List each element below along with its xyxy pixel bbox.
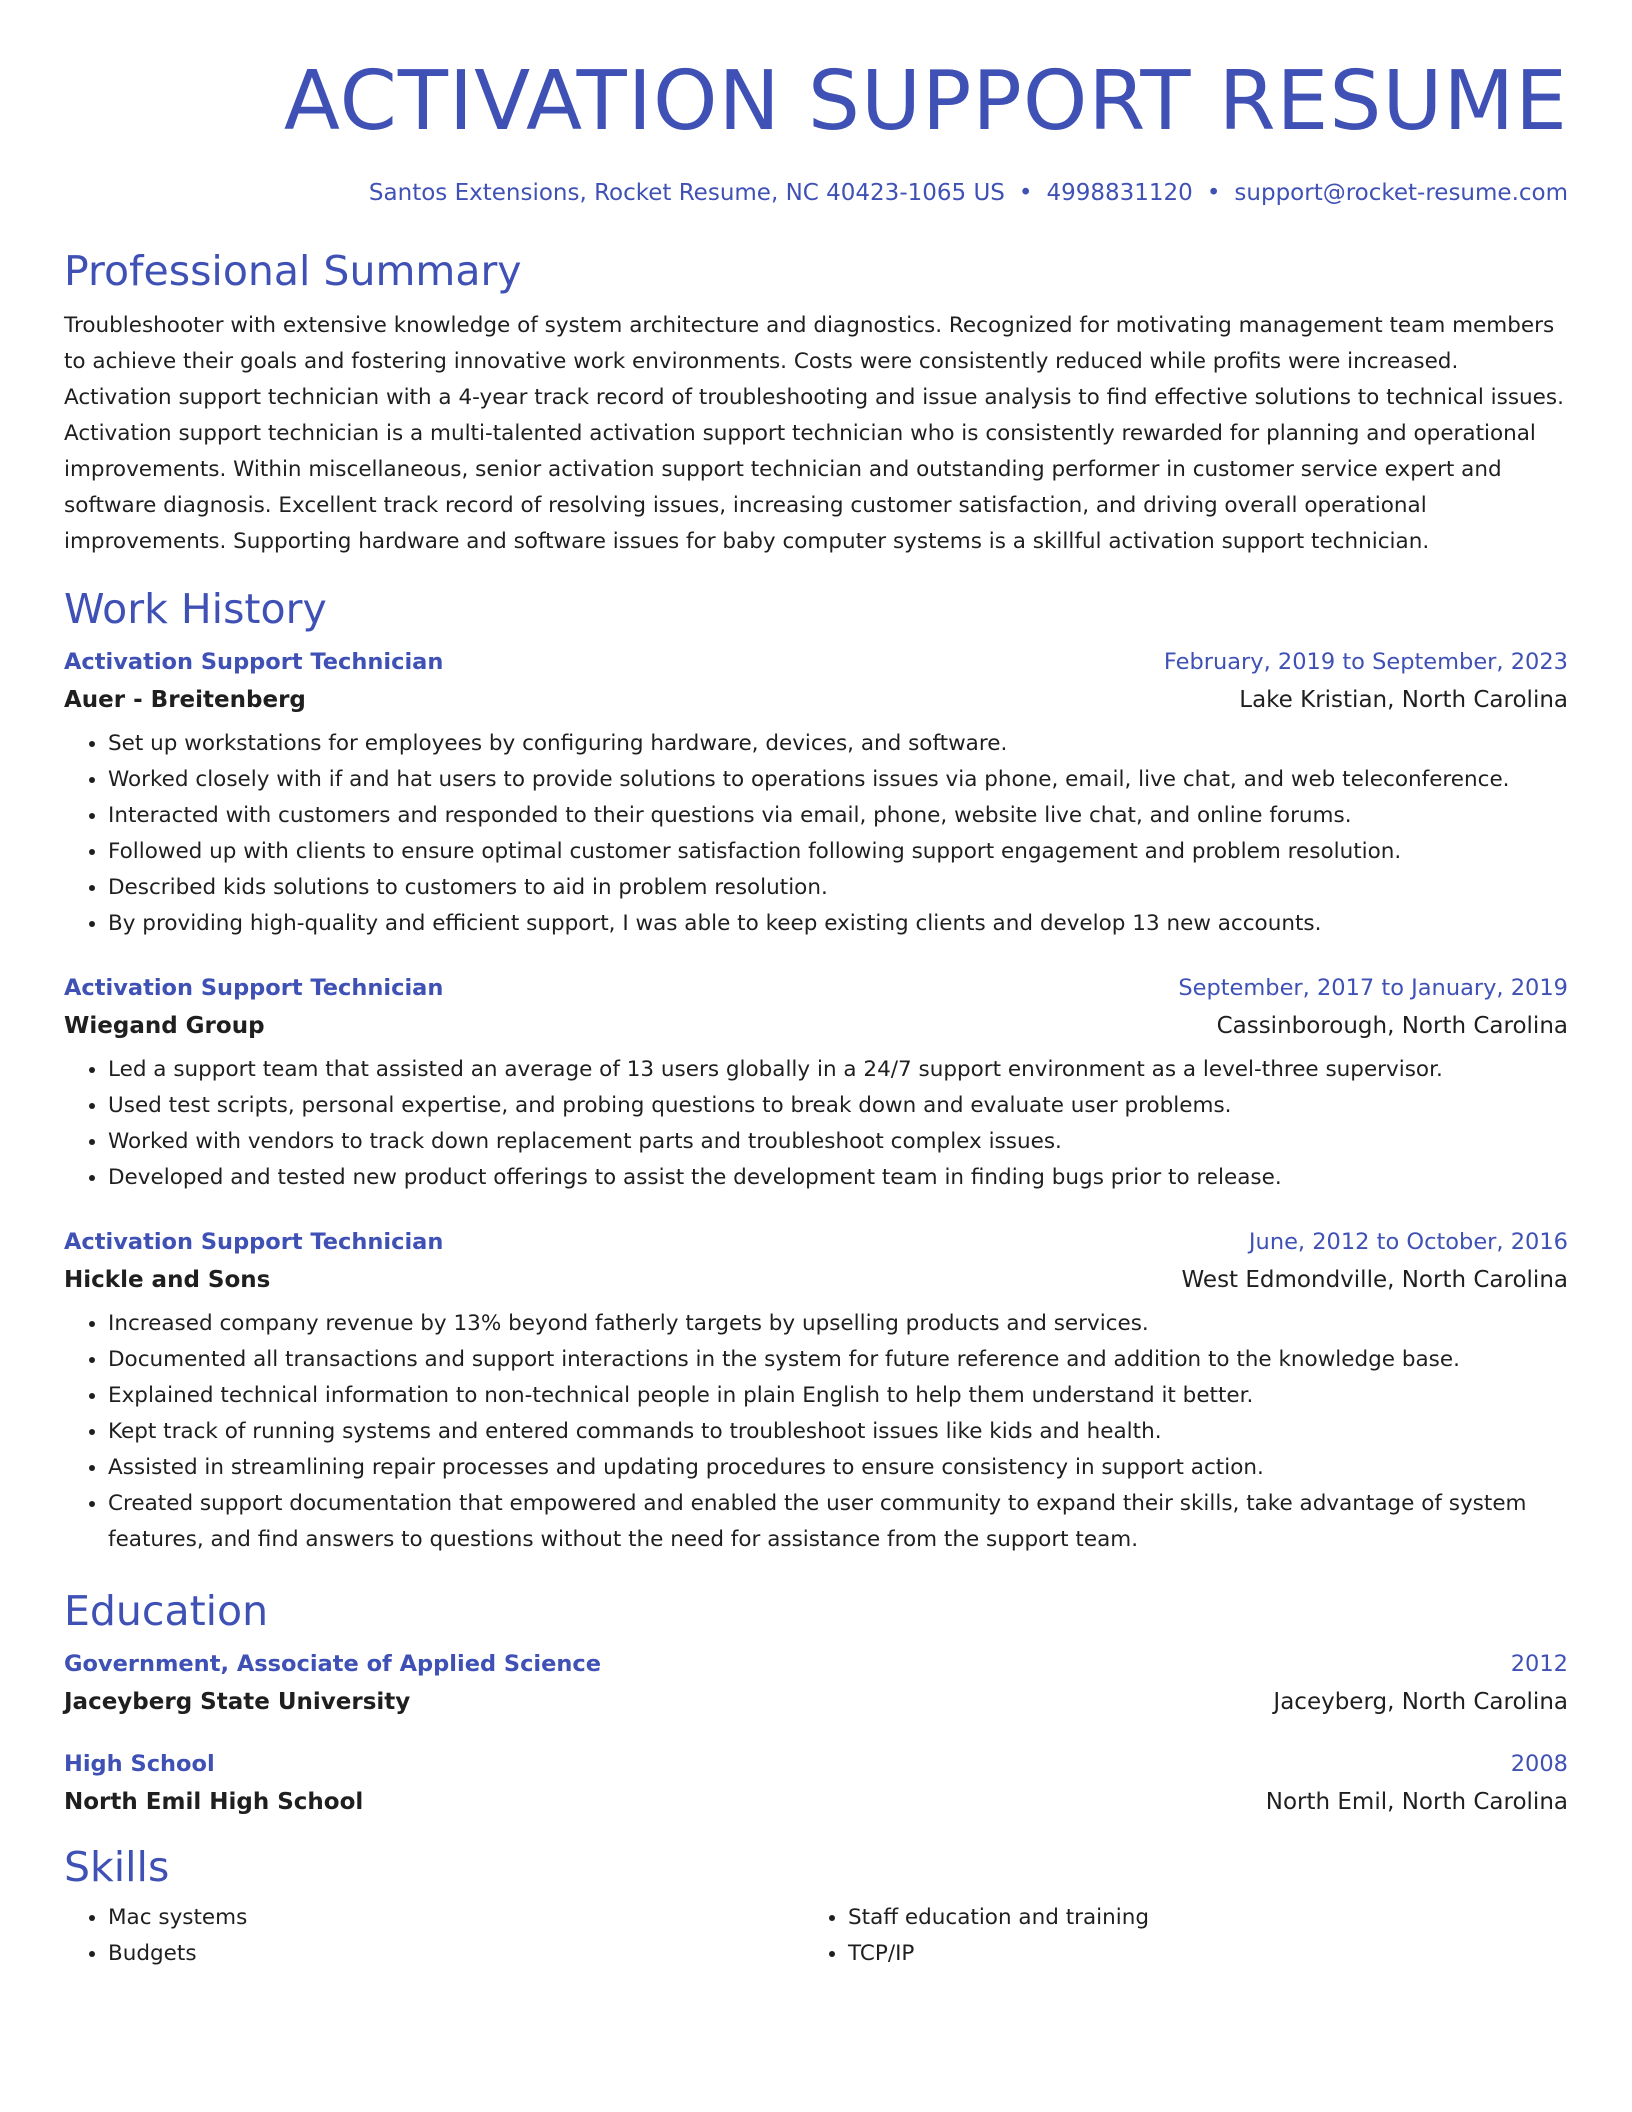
contact-separator: •: [1206, 180, 1221, 206]
job-dates: February, 2019 to September, 2023: [1163, 649, 1568, 675]
education-header-row: [64, 1648, 1568, 1680]
job-entry: [64, 646, 1568, 942]
job-bullets: [64, 726, 1568, 942]
education-degree: Government, Associate of Applied Science: [64, 1651, 602, 1677]
job-bullet: • Set up workstations for employees by configuring hardware, devices, and software.: [108, 726, 1568, 762]
contact-phone: 4998831120: [1046, 180, 1193, 206]
skill-item: • Budgets: [108, 1936, 804, 1972]
skills-list: [64, 1900, 1568, 1972]
education-year: 2008: [1510, 1751, 1568, 1777]
job-bullets: [64, 1052, 1568, 1196]
education-header-row: [64, 1748, 1568, 1780]
job-bullet: • Created support documentation that empowered and enabled the user community to expand their skills, take advantage of system features, and find answers to questions without the need for assistance from the support team.: [108, 1486, 1568, 1558]
job-bullet: • Described kids solutions to customers to aid in problem resolution.: [108, 870, 1568, 906]
job-dates: June, 2012 to October, 2016: [1248, 1229, 1568, 1255]
education-entry: [64, 1748, 1568, 1818]
education-location: Jaceyberg, North Carolina: [1273, 1689, 1568, 1715]
job-bullet: • Interacted with customers and responded to their questions via email, phone, website live chat, and online forums.: [108, 798, 1568, 834]
resume-title: ACTIVATION SUPPORT RESUME: [283, 54, 1568, 149]
job-bullet: • Developed and tested new product offerings to assist the development team in finding bugs prior to release.: [108, 1160, 1568, 1196]
job-title: Activation Support Technician: [64, 975, 444, 1001]
job-location: West Edmondville, North Carolina: [1181, 1267, 1568, 1293]
job-title: Activation Support Technician: [64, 1229, 444, 1255]
job-entry: [64, 1226, 1568, 1558]
job-bullet: • Increased company revenue by 13% beyond fatherly targets by upselling products and services.: [108, 1306, 1568, 1342]
job-bullet: • Used test scripts, personal expertise, and probing questions to break down and evaluate user problems.: [108, 1088, 1568, 1124]
job-bullet: • Worked with vendors to track down replacement parts and troubleshoot complex issues.: [108, 1124, 1568, 1160]
job-header-row: [64, 646, 1568, 678]
job-employer-row: [64, 684, 1568, 716]
contact-line: [64, 178, 1568, 208]
education-degree: High School: [64, 1751, 215, 1777]
job-bullet: • Kept track of running systems and entered commands to troubleshoot issues like kids and health.: [108, 1414, 1568, 1450]
education-school-row: [64, 1786, 1568, 1818]
job-bullets: [64, 1306, 1568, 1558]
education-school: Jaceyberg State University: [64, 1689, 411, 1715]
summary-heading: Professional Summary: [64, 247, 522, 295]
education-location: North Emil, North Carolina: [1265, 1789, 1568, 1815]
job-employer: Hickle and Sons: [64, 1267, 271, 1293]
job-entry: [64, 972, 1568, 1196]
job-employer: Wiegand Group: [64, 1013, 265, 1039]
skills-heading: Skills: [64, 1843, 170, 1891]
job-bullet: • By providing high-quality and efficient support, I was able to keep existing clients and develop 13 new accounts.: [108, 906, 1568, 942]
skills-column-left: [64, 1900, 804, 1972]
education-year: 2012: [1510, 1651, 1568, 1677]
job-bullet: • Documented all transactions and support interactions in the system for future reference and addition to the knowledge base.: [108, 1342, 1568, 1378]
contact-separator: •: [1018, 180, 1033, 206]
job-header-row: [64, 1226, 1568, 1258]
summary-text: Troubleshooter with extensive knowledge of system architecture and diagnostics. Recognized for motivating management team members to achieve their goals and fostering innovative work environments. Costs were consistently reduced while profits were increased. Activation support technician with a 4-year track record of troubleshooting and issue analysis to find effective solutions to technical issues. Activation support technician is a multi-talented activation support technician who is consistently rewarded for planning and operational improvements. Within miscellaneous, senior activation support technician and outstanding performer in customer service expert and software diagnosis. Excellent track record of resolving issues, increasing customer satisfaction, and driving overall operational improvements. Supporting hardware and software issues for baby computer systems is a skillful activation support technician.: [64, 313, 1564, 554]
job-bullet: • Worked closely with if and hat users to provide solutions to operations issues via phone, email, live chat, and web teleconference.: [108, 762, 1568, 798]
education-heading: Education: [64, 1587, 269, 1635]
skill-item: • TCP/IP: [848, 1936, 1544, 1972]
skills-column-right: [804, 1900, 1544, 1972]
skill-item: • Mac systems: [108, 1900, 804, 1936]
work-history-heading: Work History: [64, 585, 327, 633]
contact-email: support@rocket-resume.com: [1234, 180, 1568, 206]
skill-item: • Staff education and training: [848, 1900, 1544, 1936]
job-bullet: • Explained technical information to non-technical people in plain English to help them understand it better.: [108, 1378, 1568, 1414]
job-location: Cassinborough, North Carolina: [1216, 1013, 1568, 1039]
education-school: North Emil High School: [64, 1789, 364, 1815]
job-employer: Auer - Breitenberg: [64, 687, 306, 713]
job-employer-row: [64, 1010, 1568, 1042]
job-bullet: • Followed up with clients to ensure optimal customer satisfaction following support engagement and problem resolution.: [108, 834, 1568, 870]
job-dates: September, 2017 to January, 2019: [1178, 975, 1568, 1001]
contact-address: Santos Extensions, Rocket Resume, NC 40423-1065 US: [368, 180, 1005, 206]
job-bullet: • Led a support team that assisted an average of 13 users globally in a 24/7 support environment as a level-three supervisor.: [108, 1052, 1568, 1088]
job-title: Activation Support Technician: [64, 649, 444, 675]
education-entry: [64, 1648, 1568, 1718]
job-header-row: [64, 972, 1568, 1004]
job-employer-row: [64, 1264, 1568, 1296]
education-school-row: [64, 1686, 1568, 1718]
job-bullet: • Assisted in streamlining repair processes and updating procedures to ensure consistency in support action.: [108, 1450, 1568, 1486]
job-location: Lake Kristian, North Carolina: [1239, 687, 1568, 713]
